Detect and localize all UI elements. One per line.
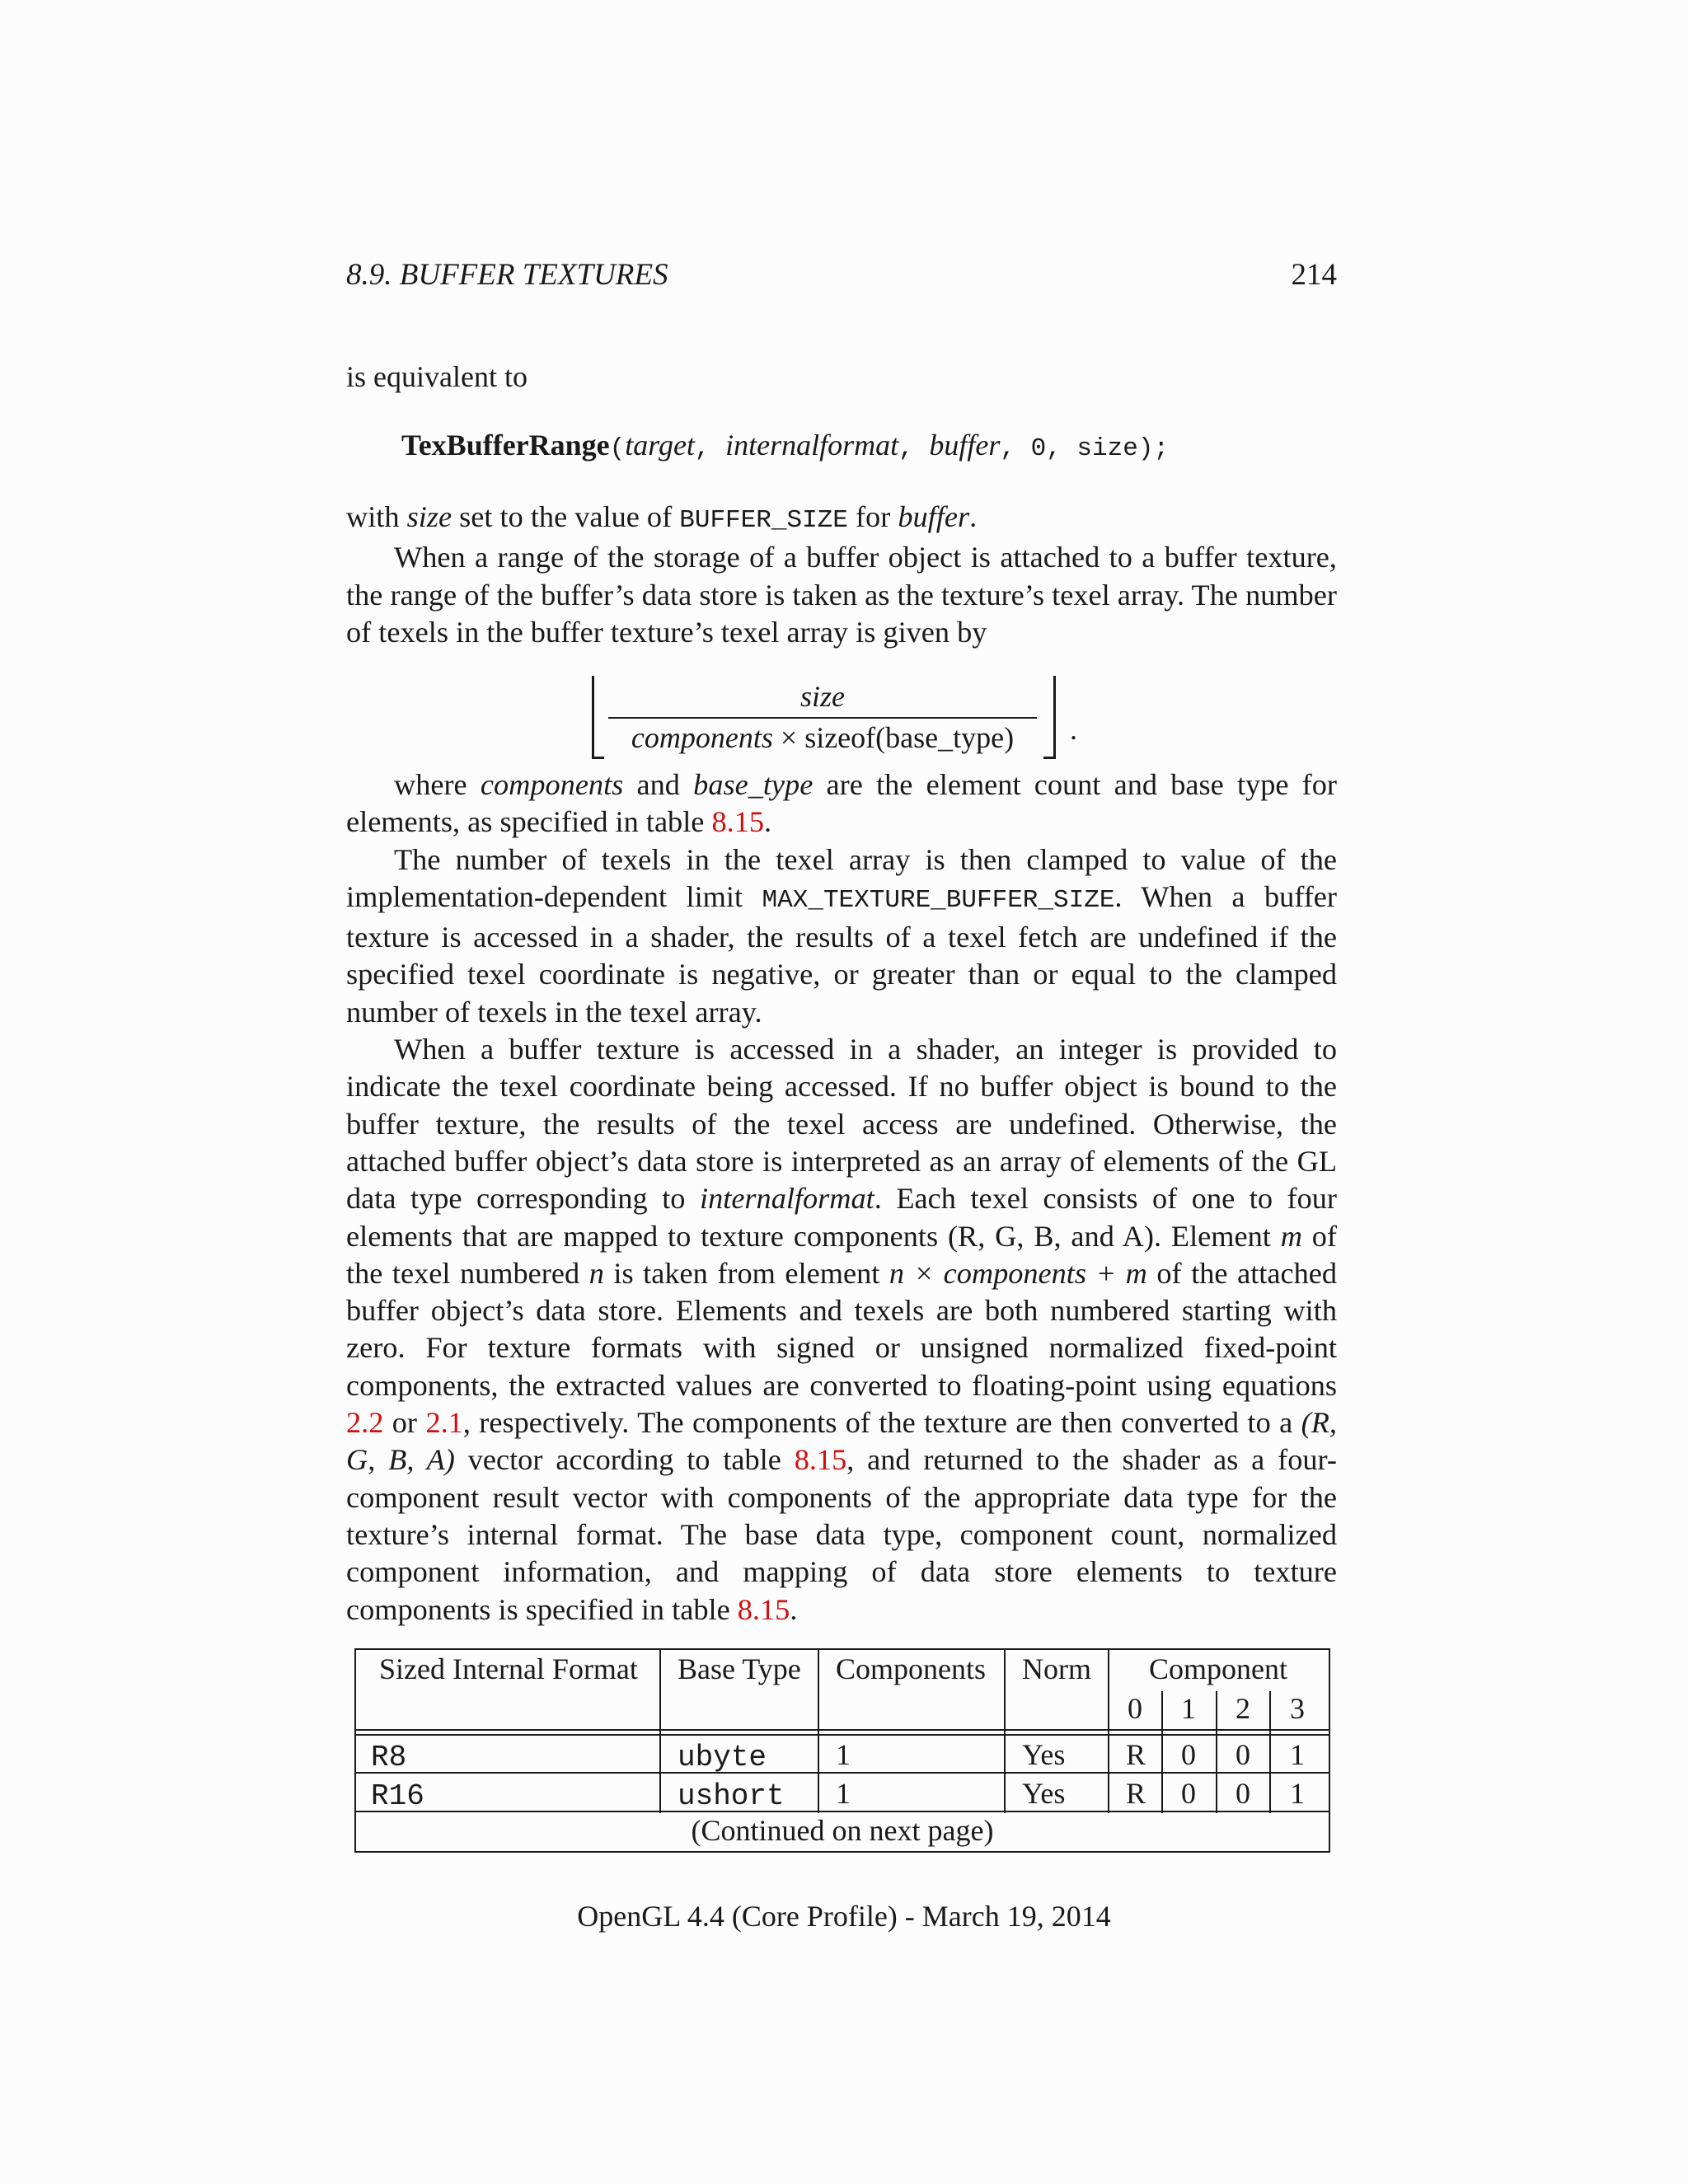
arg-offset: 0 [1030, 434, 1047, 463]
formula-denominator: components × sizeof(base_type) [631, 721, 1015, 754]
running-header [346, 257, 1337, 298]
floor-right [1043, 676, 1056, 759]
lead-text: is equivalent to [346, 360, 528, 393]
equation-ref-link[interactable]: 2.1 [425, 1406, 463, 1440]
body-block-1 [346, 499, 1337, 651]
table-cell-c2: 0 [1236, 1777, 1250, 1810]
table-cell-c2: 0 [1236, 1738, 1250, 1771]
paragraph-4: The number of texels in the texel array is then clamped to value of the implementation-dependent limit MAX_TEXTURE_BUFFER_SIZE. When a buffer texture is accessed in a shader, the results of a texel fetch are undefined if the specified texel coordinate is negative, or greater than or equal to the clamped number of texels in the texel array. [346, 842, 1337, 1029]
arg-target: target [625, 429, 695, 462]
arg-buffer: buffer [929, 429, 1001, 462]
format-table [354, 1648, 1330, 1853]
formula-period: . [1070, 713, 1077, 746]
floor-left [592, 676, 604, 759]
texel-count-formula [592, 676, 1086, 758]
header-c1: 1 [1181, 1692, 1196, 1725]
table-cell-components: 1 [836, 1738, 851, 1771]
table-cell-c1: 0 [1181, 1777, 1196, 1810]
table-cell-c3: 1 [1290, 1777, 1305, 1810]
paragraph-3: where components and base_type are the element count and base type for elements, as specified in table 8.15. [346, 768, 1338, 839]
continued-note: (Continued on next page) [691, 1814, 994, 1847]
table-cell-c0: R [1126, 1738, 1146, 1771]
table-cell-base-type: ushort [678, 1779, 785, 1813]
arg-size: size [1076, 434, 1138, 463]
header-c3: 3 [1290, 1692, 1305, 1725]
table-cell-base-type: ubyte [678, 1741, 767, 1774]
paragraph-1: with size set to the value of BUFFER_SIZE for buffer. [346, 500, 978, 535]
table-cell-c1: 0 [1181, 1738, 1196, 1771]
header-base-type: Base Type [678, 1652, 801, 1685]
table-ref-link[interactable]: 8.15 [711, 805, 764, 839]
header-c0: 0 [1128, 1692, 1142, 1725]
header-format: Sized Internal Format [379, 1652, 638, 1685]
paragraph-2: When a range of the storage of a buffer object is attached to a buffer texture, the range of the buffer’s data store is taken as the texture’s texel array. The number of texels in the buffer texture’s texel array is given by [346, 541, 1337, 649]
section-title: 8.9. BUFFER TEXTURES [346, 258, 668, 292]
fraction-bar [608, 717, 1037, 719]
body-block-2 [346, 766, 1337, 1629]
table-ref-link[interactable]: 8.15 [737, 1592, 790, 1626]
arg-internalformat: internalformat [725, 429, 899, 462]
paragraph-5: When a buffer texture is accessed in a shader, an integer is provided to indicate the texel coordinate being accessed. If no buffer object is bound to the buffer texture, the results of the texel access are undefined. Otherwise, the attached buffer object’s data store is interpreted as an array of elements of the GL data type corresponding to internalformat. Each texel consists of one to four elements that are mapped to texture components (R, G, B, and A). Element m of the texel numbered n is taken from element n × components + m of the attached buffer object’s data store. Elements and texels are both numbered starting with zero. For texture formats with signed or unsigned normalized fixed-point components, the extracted values are converted to floating-point using equations 2.2 or 2.1, respectively. The components of the texture are then converted to a (R, G, B, A) vector according to table 8.15, and returned to the shader as a four-component result vector with components of the appropriate data type for the texture’s internal format. The base data type, component count, normalized component information, and mapping of data store elements to texture components is specified in table 8.15. [346, 1033, 1338, 1626]
page-number: 214 [1291, 258, 1337, 292]
function-call: TexBufferRange(target, internalformat, buffer, 0, size); [401, 429, 1170, 463]
function-name: TexBufferRange [401, 429, 610, 462]
table-cell-components: 1 [836, 1777, 851, 1810]
table-cell-norm: Yes [1022, 1777, 1066, 1810]
table-ref-link[interactable]: 8.15 [794, 1443, 847, 1477]
header-c2: 2 [1236, 1692, 1250, 1725]
table-cell-c0: R [1126, 1777, 1146, 1810]
header-components: Components [836, 1652, 987, 1685]
header-component: Component [1149, 1652, 1287, 1685]
table-cell-format: R16 [371, 1779, 424, 1813]
page-footer: OpenGL 4.4 (Core Profile) - March 19, 2014 [577, 1900, 1111, 1933]
formula-numerator: size [800, 680, 845, 713]
table-cell-norm: Yes [1022, 1738, 1066, 1771]
equation-ref-link[interactable]: 2.2 [346, 1406, 384, 1440]
table-cell-c3: 1 [1290, 1738, 1305, 1771]
header-norm: Norm [1022, 1652, 1091, 1685]
table-cell-format: R8 [371, 1741, 407, 1774]
